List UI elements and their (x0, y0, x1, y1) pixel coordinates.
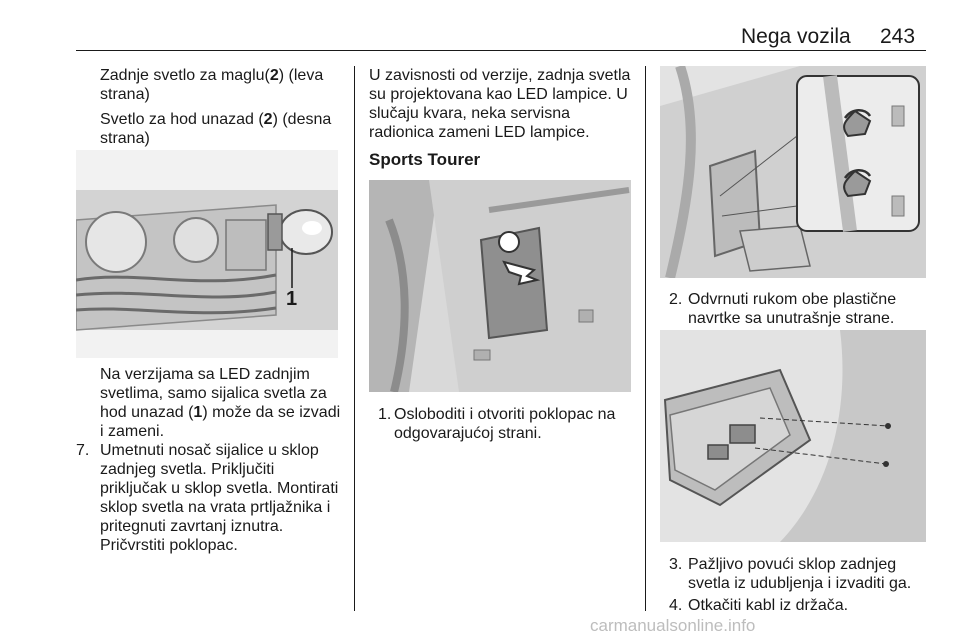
step-4-text: Otkačiti kabl iz držača. (688, 597, 849, 614)
step-7-number: 7. (76, 442, 90, 459)
reverse-light-text: Svetlo za hod unazad (2) (desna strana) (100, 111, 332, 147)
step-3-text: Pažljivo povući sklop zadnjeg svetla iz udubljenja i izvaditi ga. (688, 556, 912, 592)
step-3-number: 3. (669, 556, 683, 573)
section-heading-sports-tourer: Sports Tourer (369, 150, 481, 169)
header-divider (76, 50, 926, 51)
step-1-number: 1. (378, 406, 392, 423)
figure-callout-1: 1 (286, 288, 298, 310)
tail-light-removal-figure (660, 330, 926, 542)
watermark-text: carmanualsonline.info (590, 616, 756, 635)
column-divider-1 (354, 66, 355, 611)
trunk-cover-figure (369, 180, 631, 392)
plastic-nuts-figure (660, 66, 926, 278)
led-version-note: Na verzijama sa LED zadnjim svetlima, samo sijalica svetla za hod unazad (1) može da se izvadi i zameni. (100, 366, 341, 440)
led-intro-text: U zavisnosti od verzije, zadnja svetla su projektovana kao LED lampice. U slučaju kvara, neka servisna radionica zameni LED lampice. (369, 67, 631, 141)
step-4-number: 4. (669, 597, 683, 614)
step-2-text: Odvrnuti rukom obe plastične navrtke sa unutrašnje strane. (688, 291, 897, 327)
bulb-holder-figure (76, 150, 338, 358)
step-2-number: 2. (669, 291, 683, 308)
step-7-text: Umetnuti nosač sijalice u sklop zadnjeg svetla. Priključiti priključak u sklop svetla. Montirati sklop svetla na vrata prtljažnika i pritegnuti zavrtanj iznutra. Pričvrstiti poklopac. (100, 442, 339, 554)
step-1-text: Osloboditi i otvoriti poklopac na odgovarajućoj strani. (394, 406, 616, 442)
page-number: 243 (880, 25, 916, 48)
rear-fog-light-text: Zadnje svetlo za maglu(2) (leva strana) (100, 67, 324, 103)
column-divider-2 (645, 66, 646, 611)
page-header-title: Nega vozila (741, 25, 851, 48)
